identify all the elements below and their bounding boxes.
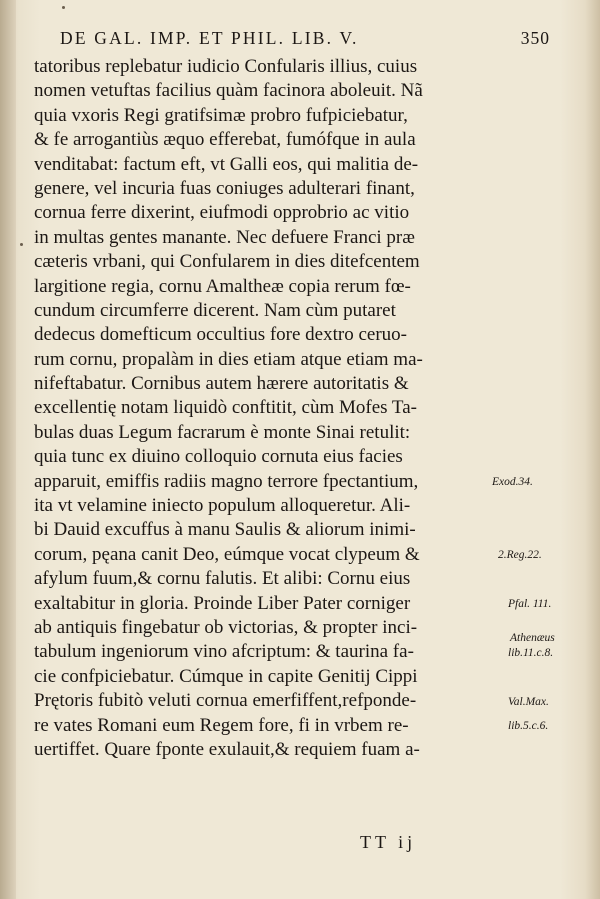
body-text: [34, 55, 534, 762]
text-line: venditabat: factum eft, vt Galli eos, qui malitia de-: [34, 153, 419, 175]
text-line: afylum fuum,& cornu falutis. Et alibi: Cornu eius: [34, 568, 411, 590]
text-line: excellentię notam liquidò conftitit, cùm Mofes Ta-: [34, 397, 417, 419]
ink-speck: [62, 6, 65, 9]
text-line: quia tunc ex diuino colloquio cornuta eius facies: [34, 446, 403, 468]
text-line: ab antiquis fingebatur ob victorias, & propter inci-: [34, 616, 418, 638]
text-line: cornua ferre dixerint, eiufmodi opprobrio ac vitio: [34, 202, 410, 224]
margin-note-exodus: Exod.34.: [492, 476, 533, 488]
ink-speck: [20, 243, 23, 246]
text-line: bi Dauid excuffus à manu Saulis & aliorum inimi-: [34, 519, 416, 541]
text-line: re vates Romani eum Regem fore, fi in vrbem re-: [34, 714, 409, 736]
running-header: [60, 28, 550, 50]
margin-note-reg: 2.Reg.22.: [498, 549, 542, 561]
text-line: quia vxoris Regi gratifsimæ probro fufpiciebatur,: [34, 104, 408, 126]
text-line: dedecus domefticum occultius fore dextro ceruo-: [34, 324, 407, 346]
margin-note-athenaeus: Athenæus: [510, 632, 555, 644]
margin-note-val-max: Val.Max.: [508, 696, 549, 708]
margin-note-val-lib: lib.5.c.6.: [508, 720, 549, 732]
running-title: DE GAL. IMP. ET PHIL. LIB. V.: [60, 28, 359, 48]
margin-note-athenaeus-lib: lib.11.c.8.: [508, 647, 554, 659]
text-line: cundum circumferre dicerent. Nam cùm putaret: [34, 299, 396, 321]
page-number: 350: [520, 28, 550, 48]
text-line: ita vt velamine iniecto populum alloqueretur. Ali-: [34, 495, 411, 517]
text-line: corum, pęana canit Deo, eúmque vocat clypeum &: [34, 543, 420, 565]
text-line: largitione regia, cornu Amaltheæ copia rerum fœ-: [34, 275, 411, 297]
text-line: bulas duas Legum facrarum è monte Sinai retulit:: [34, 421, 411, 443]
text-line: uertiffet. Quare fponte exulauit,& requiem fuam a-: [34, 738, 420, 760]
text-line: cie confpiciebatur. Cúmque in capite Genitij Cippi: [34, 665, 418, 687]
binding-gutter: [0, 0, 16, 899]
text-line: apparuit, emiffis radiis magno terrore fpectantium,: [34, 470, 419, 492]
text-line: & fe arrogantiùs æquo efferebat, fumófque in aula: [34, 129, 416, 151]
text-line: cæteris vrbani, qui Confularem in dies ditefcentem: [34, 251, 420, 273]
text-line: tabulum ingeniorum vino afcriptum: & taurina fa-: [34, 641, 414, 663]
signature-mark: TT ij: [360, 832, 417, 852]
text-line: nifeftabatur. Cornibus autem hærere autoritatis &: [34, 373, 409, 395]
text-line: in multas gentes manante. Nec defuere Franci præ: [34, 226, 415, 248]
text-line: rum cornu, propalàm in dies etiam atque etiam ma-: [34, 348, 423, 370]
text-line: nomen vetuftas facilius quàm facinora aboleuit. Nã: [34, 80, 423, 102]
text-line: Prętoris fubitò veluti cornua emerfiffent,refponde-: [34, 690, 417, 712]
text-line: tatoribus replebatur iudicio Confularis illius, cuius: [34, 56, 418, 77]
text-line: exaltabitur in gloria. Proinde Liber Pater corniger: [34, 592, 411, 614]
margin-note-psalm: Pfal. 111.: [508, 598, 552, 610]
text-line: genere, vel incuria fuas coniuges adulterari finant,: [34, 177, 415, 199]
